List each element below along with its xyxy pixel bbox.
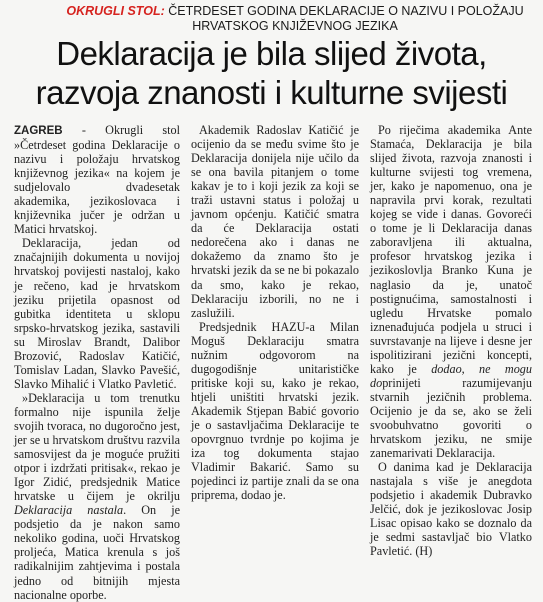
headline <box>0 34 543 112</box>
paragraph-text: . On je podsjetio da je nakon samo nekoliko godina, uoči Hrvatskog proljeća, Matica krenula s još radikalnijim zahtjevima i postala jedno od bitnijih mjesta nacionalne oporbe. <box>14 503 180 602</box>
kicker-text: ČETRDESET GODINA DEKLARACIJE O NAZIVU I POLOŽAJU HRVATSKOG KNJIŽEVNOG JEZIKA <box>168 4 524 33</box>
dateline: ZAGREB <box>14 125 63 137</box>
article-paragraph: Deklaracija, jedan od značajnijih dokumenta u novijoj hrvatskoj povijesti nastaloj, kako je rečeno, kad je hrvatskom jeziku prijetila opasnost od gubitka identiteta u sklopu srpsko-hrvatskog jezika, sastavili su Miroslav Brandt, Dalibor Brozović, Radoslav Katičić, Tomislav Ladan, Slavko Pavešić, Slavko Mihalić i Vlatko Pavletić. <box>14 236 180 391</box>
paragraph-text: »Deklaracija u tom trenutku formalno nije ispunila želje svojih tvoraca, no dugoročno jest, jer se u hrvatskom društvu razvila samosvijest da je moguće pružiti otpor i izdržati pritisak«, rekao je Igor Zidić, predsjednik Matice hrvatske u čijem je okrilju <box>14 390 180 504</box>
article-column-2 <box>191 123 359 535</box>
article-paragraph <box>370 123 532 460</box>
article-paragraph <box>14 391 180 602</box>
article-paragraph: O danima kad je Deklaracija nastajala s više je anegdota podsjetio i akademik Dubravko Jelčić, dok je jezikoslovac Josip Lisac opisao kako se doznalo da je sedmi sastavljač bio Vlatko Pavletić. (H) <box>370 460 532 559</box>
kicker-tag: OKRUGLI STOL: <box>66 4 165 18</box>
kicker <box>60 4 530 34</box>
article-paragraph: Predsjednik HAZU-a Milan Moguš Deklaraciju smatra nužnim odgovorom na dugogodišnje unitarističke pritiske koji su, kako je rekao, htjeli uništiti hrvatski jezik. Akademik Stjepan Babić govorio je o sastavljačima Deklaracije te opovrgnuo tvrdnje po kojima je iza tog dokumenta stajao Vladimir Bakarić. Samo su pojedinci iz partije znali da se ona priprema, dodao je. <box>191 319 359 503</box>
headline-line-2: razvoja znanosti i kulturne svijesti <box>35 74 508 111</box>
paragraph-text: - Okrugli stol »Četrdeset godina Deklaracije o nazivu i položaju hrvatskog književnog jezika« na kojem je sudjelovalo dvadesetak akademika, jezikoslovaca i književnika jučer je održan u Matici hrvatskoj. <box>14 123 180 237</box>
article-column-3 <box>370 123 532 559</box>
paragraph-italic: Deklaracija nastala <box>14 503 124 518</box>
paragraph-text: Po riječima akademika Ante Stamaća, Deklaracija je bila slijed života, razvoja znanosti i kulturne svijesti tog vremena, jer, kako je napomenuo, ona je napravila prvi korak, rezultati kojeg se vide i danas. Govoreći o tome je li Deklaracija danas zaboravljena ili aktualna, profesor hrvatskog jezika i jezikoslovlja Branko Kuna je naglasio da je, unatoč postignućima, samostalnosti i ugledu Hrvatske pomalo iznenađujuća podjela u struci i suvrstavanje na lijeve i desne jer ispolitizirani jezični koncepti, kako je <box>370 123 532 376</box>
article-paragraph <box>14 123 180 236</box>
paragraph-text: prinijeti razumijevanju stvarnih jezičnih problema. Ocijenio je da se, ako se želi svoobuhvatno govoriti o hrvatskom jeziku, ne smije zanemarivati Deklaracija. <box>370 375 532 461</box>
headline-line-1: Deklaracija je bila slijed života, <box>56 35 487 72</box>
article-column-1 <box>14 123 180 602</box>
paragraph-italic: dodao, ne mogu do <box>370 361 532 390</box>
article-paragraph: Akademik Radoslav Katičić je ocijenio da se među svime što je Deklaracija donijela nije učilo da se ona bavila pitanjem o tome kakav je to i koji jezik za koji se traži ustavni status i položaj u javnom općenju. Katičić smatra da će Deklaracija ostati nedorečena ako i danas ne dokažemo da znamo što je hrvatski jezik da se ne bi pokazalo da smo, kako je rekao, Deklaraciju izborili, no ne i zaslužili. <box>191 123 359 320</box>
